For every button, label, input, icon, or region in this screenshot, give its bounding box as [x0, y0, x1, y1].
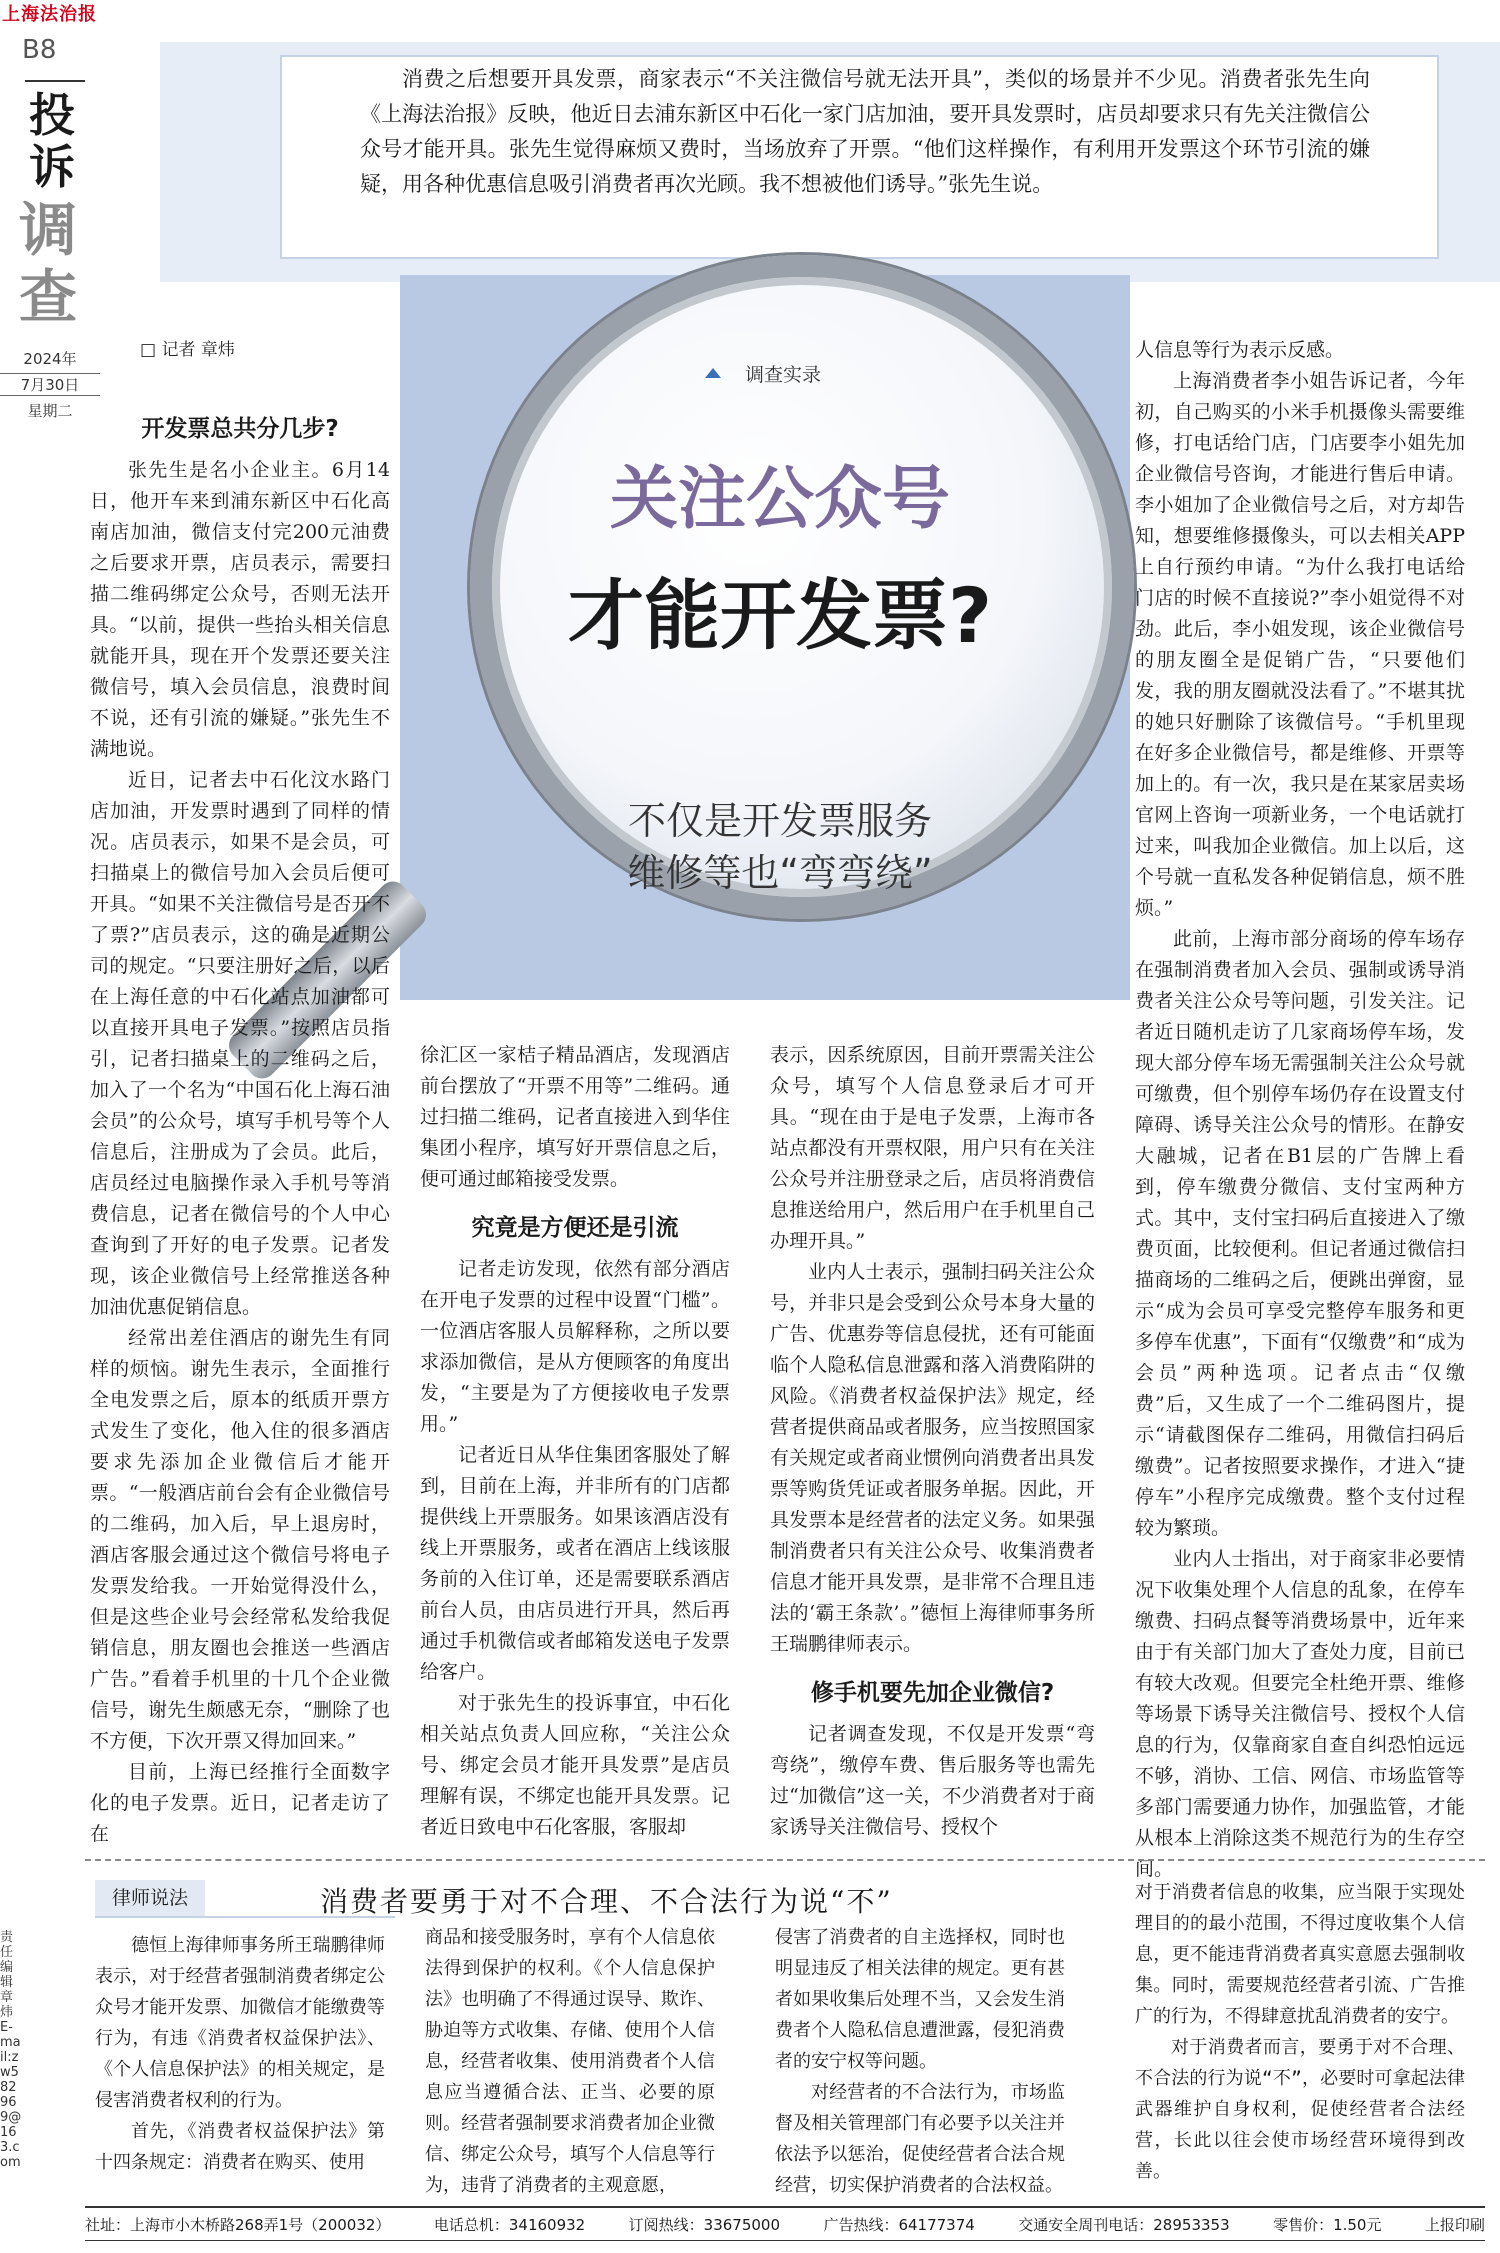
footer-phone: 电话总机：34160932 [433, 2215, 586, 2234]
article-paragraph: 表示，因系统原因，目前开票需关注公众号，填写个人信息登录后才可开具。“现在由于是电子发票，上海市各站点都没有开票权限，用户只有在关注公众号并注册登录之后，店员将消费信息推送给用户，然后用户在手机里自己办理开具。” [770, 1044, 1095, 1252]
page-number: B8 [22, 35, 57, 65]
section-char-3: 调 [18, 196, 77, 264]
footer-address: 社址：上海市小木桥路268弄1号（200032） [85, 2215, 391, 2234]
page-footer [85, 2206, 1485, 2241]
lawyer-tag-rule [95, 1916, 395, 1918]
footer-subscribe: 订阅热线：33675000 [628, 2215, 781, 2234]
article-column-1 [90, 410, 390, 1850]
date-year: 2024年 [23, 350, 77, 368]
date-weekday: 星期二 [27, 402, 73, 420]
headline-line-1: 关注公众号 [609, 460, 950, 539]
kicker-triangle-icon [705, 368, 721, 378]
article-paragraph: 目前，上海已经推行全面数字化的电子发票。近日，记者走访了在 [90, 1761, 390, 1845]
lawyer-column-2 [425, 1922, 715, 2202]
article-paragraph: 人信息等行为表示反感。 [1135, 339, 1345, 361]
section-subtitle: 修手机要先加企业微信? [810, 1680, 1055, 1706]
section-subtitle: 究竟是方便还是引流 [471, 1215, 679, 1241]
article-paragraph: 记者近日从华住集团客服处了解到，目前在上海，并非所有的门店都提供线上开票服务。如果该酒店没有线上开票服务，或者在酒店上线该服务前的入住订单，还是需要联系酒店前台人员，由店员进行开具，然后再通过手机微信或者邮箱发送电子发票给客户。 [420, 1444, 730, 1683]
section-char-1: 投 [29, 88, 75, 142]
article-paragraph: 此前，上海市部分商场的停车场存在强制消费者加入会员、强制或诱导消费者关注公众号等问题，引发关注。记者近日随机走访了几家商场停车场，发现大部分停车场无需强制关注公众号就可缴费，但个别停车场仍存在设置支付障碍、诱导关注公众号的情形。在静安大融城，记者在B1层的广告牌上看到，停车缴费分微信、支付宝两种方式。其中，支付宝扫码后直接进入了缴费页面，比较便利。但记者通过微信扫描商场的二维码之后，便跳出弹窗，显示“成为会员可享受完整停车服务和更多停车优惠”，下面有“仅缴费”和“成为会员”两种选项。记者点击“仅缴费”后，又生成了一个二维码图片，提示“请截图保存二维码，用微信扫码后缴费”。记者按照要求操作，才进入“捷停车”小程序完成缴费。整个支付过程较为繁琐。 [1135, 928, 1465, 1539]
article-paragraph: 经常出差住酒店的谢先生有同样的烦恼。谢先生表示，全面推行全电发票之后，原本的纸质开票方式发生了变化，他入住的很多酒店要求先添加企业微信后才能开票。“一般酒店前台会有企业微信号的二维码，加入后，早上退房时，酒店客服会通过这个微信号将电子发票发给我。一开始觉得没什么，但是这些企业号会经常私发给我促销信息，朋友圈也会推送一些酒店广告。”看着手机里的十几个企业微信号，谢先生颇感无奈，“删除了也不方便，下次开票又得加回来。” [90, 1327, 390, 1752]
lawyer-paragraph: 对于消费者信息的收集，应当限于实现处理目的的最小范围，不得过度收集个人信息，更不能违背消费者真实意愿去强制收集。同时，需要规范经营者引流、广告推广的行为，不得肆意扰乱消费者的安宁。 [1135, 1882, 1465, 2027]
headline-line-2: 才能开发票? [567, 571, 993, 660]
lawyer-paragraph: 对经营者的不合法行为，市场监督及相关管理部门有必要予以关注并依法予以惩治，促使经营者合法合规经营，切实保护消费者的合法权益。 [775, 2082, 1065, 2196]
lawyer-column-4 [1135, 1877, 1465, 2202]
lawyer-column-3 [775, 1922, 1065, 2202]
article-paragraph: 对于张先生的投诉事宜，中石化相关站点负责人回应称，“关注公众号、绑定会员才能开具发票”是店员理解有误，不绑定也能开具发票。记者近日致电中石化客服，客服却 [420, 1692, 730, 1838]
footer-ads: 广告热线：64177374 [823, 2215, 975, 2234]
lead-paragraph: 消费之后想要开具发票，商家表示“不关注微信号就无法开具”，类似的场景并不少见。消费者张先生向《上海法治报》反映，他近日去浦东新区中石化一家门店加油，要开具发票时，店员却要求只有先关注微信公众号才能开具。张先生觉得麻烦又费时，当场放弃了开票。“他们这样操作，有利用开发票这个环节引流的嫌疑，用各种优惠信息吸引消费者再次光顾。我不想被他们诱导。”张先生说。 [360, 67, 1370, 196]
article-paragraph: 上海消费者李小姐告诉记者，今年初，自己购买的小米手机摄像头需要维修，打电话给门店，门店要李小姐先加企业微信号咨询，才能进行售后申请。李小姐加了企业微信号之后，对方却告知，想要维修摄像头，可以去相关APP上自行预约申请。“为什么我打电话给门店的时候不直接说?”李小姐觉得不对劲。此后，李小姐发现，该企业微信号的朋友圈全是促销广告，“只要他们发，我的朋友圈就没法看了。”不堪其扰的她只好删除了该微信号。“手机里现在好多企业微信号，都是维修、开票等加上的。有一次，我只是在某家居卖场官网上咨询一项新业务，一个电话就打过来，叫我加企业微信。加上以后，这个号就一直私发各种促销信息，烦不胜烦。” [1135, 370, 1465, 919]
article-paragraph: 业内人士表示，强制扫码关注公众号，并非只是会受到公众号本身大量的广告、优惠券等信息侵扰，还有可能面临个人隐私信息泄露和落入消费陷阱的风险。《消费者权益保护法》规定，经营者提供商品或者服务，应当按照国家有关规定或者商业惯例向消费者出具发票等购货凭证或者服务单据。因此，开具发票本是经营者的法定义务。如果强制消费者只有关注公众号、收集消费者信息才能开具发票，是非常不合理且违法的‘霸王条款’。”德恒上海律师事务所王瑞鹏律师表示。 [770, 1261, 1095, 1655]
newspaper-logo: 上海法治报 [2, 4, 97, 25]
article-column-4 [1135, 335, 1465, 1880]
section-divider [85, 1859, 1485, 1861]
subheadline-line-1: 不仅是开发票服务 [627, 799, 932, 843]
lawyer-paragraph: 侵害了消费者的自主选择权，同时也明显违反了相关法律的规定。更有甚者如果收集后处理不当，又会发生消费者个人隐私信息遭泄露，侵犯消费者的安宁权等问题。 [775, 1927, 1065, 2072]
masthead-rule [25, 80, 85, 82]
lawyer-paragraph: 首先，《消费者权益保护法》第十四条规定：消费者在购买、使用 [95, 2121, 385, 2173]
lawyer-column-1 [95, 1930, 385, 2202]
subheadline-line-2: 维修等也“弯弯绕” [627, 851, 933, 895]
date-month-day: 7月30日 [0, 373, 100, 396]
article-paragraph: 近日，记者去中石化汶水路门店加油，开发票时遇到了同样的情况。店员表示，如果不是会员，可扫描桌上的微信号加入会员后便可开具。“如果不关注微信号是否开不了票?”店员表示，这的确是近期公司的规定。“只要注册好之后，以后在上海任意的中石化站点加油都可以直接开具电子发票。”按照店员指引，记者扫描桌上的二维码之后，加入了一个名为“中国石化上海石油会员”的公众号，填写手机号等个人信息后，注册成为了会员。此后，店员经过电脑操作录入手机号等消费信息，记者在微信号的个人中心查询到了开好的电子发票。记者发现，该企业微信号上经常推送各种加油优惠促销信息。 [90, 769, 390, 1318]
article-paragraph: 徐汇区一家桔子精品酒店，发现酒店前台摆放了“开票不用等”二维码。通过扫描二维码，记者直接进入到华住集团小程序，填写好开票信息之后，便可通过邮箱接受发票。 [420, 1044, 730, 1190]
footer-traffic: 交通安全周刊电话：28953353 [1018, 2215, 1230, 2234]
article-column-3 [770, 1040, 1095, 1850]
lawyer-section-title: 消费者要勇于对不合理、不合法行为说“不” [320, 1885, 893, 1918]
footer-printer: 上报印刷 [1424, 2215, 1485, 2234]
byline: □ 记者 章炜 [140, 340, 235, 360]
lawyer-paragraph: 商品和接受服务时，享有个人信息依法得到保护的权利。《个人信息保护法》也明确了不得通过误导、欺诈、胁迫等方式收集、存储、使用个人信息，经营者收集、使用消费者个人信息应当遵循合法、正当、必要的原则。经营者强制要求消费者加企业微信、绑定公众号，填写个人信息等行为，违背了消费者的主观意愿， [425, 1927, 715, 2196]
article-paragraph: 业内人士指出，对于商家非必要情况下收集处理个人信息的乱象，在停车缴费、扫码点餐等消费场景中，近年来由于有关部门加大了查处力度，目前已有较大改观。但要完全杜绝开票、维修等场景下诱导关注微信号、授权个人信息的行为，仅靠商家自查自纠恐怕远远不够，消协、工信、网信、市场监管等多部门需要通力协作，加强监管，才能从根本上消除这类不规范行为的生存空间。 [1135, 1548, 1465, 1880]
article-paragraph: 张先生是名小企业主。6月14日，他开车来到浦东新区中石化高南店加油，微信支付完200元油费之后要求开票，店员表示，需要扫描二维码绑定公众号，否则无法开具。“以前，提供一些抬头相关信息就能开具，现在开个发票还要关注微信号，填入会员信息，浪费时间不说，还有引流的嫌疑。”张先生不满地说。 [90, 459, 390, 760]
article-paragraph: 记者走访发现，依然有部分酒店在开电子发票的过程中设置“门槛”。一位酒店客服人员解释称，之所以要求添加微信，是从方便顾客的角度出发，“主要是为了方便接收电子发票用。” [420, 1258, 730, 1435]
article-column-2 [420, 1040, 730, 1850]
lawyer-section-tag: 律师说法 [95, 1880, 205, 1916]
footer-price: 零售价：1.50元 [1273, 2215, 1382, 2234]
lawyer-paragraph: 德恒上海律师事务所王瑞鹏律师表示，对于经营者强制消费者绑定公众号才能开发票、加微信才能缴费等行为，有违《消费者权益保护法》、《个人信息保护法》的相关规定，是侵害消费者权利的行为。 [95, 1935, 385, 2111]
section-char-4: 查 [18, 263, 77, 331]
section-subtitle: 开发票总共分几步? [141, 416, 339, 442]
lawyer-paragraph: 对于消费者而言，要勇于对不合理、不合法的行为说“不”，必要时可拿起法律武器维护自身权利，促使经营者合法经营，长此以往会使市场经营环境得到改善。 [1135, 2037, 1465, 2182]
editor-info: 责任编辑 章炜 E-mail:zw582969@163.com [0, 1930, 22, 2170]
article-paragraph: 记者调查发现，不仅是开发票“弯弯绕”，缴停车费、售后服务等也需先过“加微信”这一关，不少消费者对于商家诱导关注微信号、授权个 [770, 1723, 1095, 1838]
kicker-label: 调查实录 [745, 364, 822, 386]
section-char-2: 诉 [29, 140, 75, 194]
